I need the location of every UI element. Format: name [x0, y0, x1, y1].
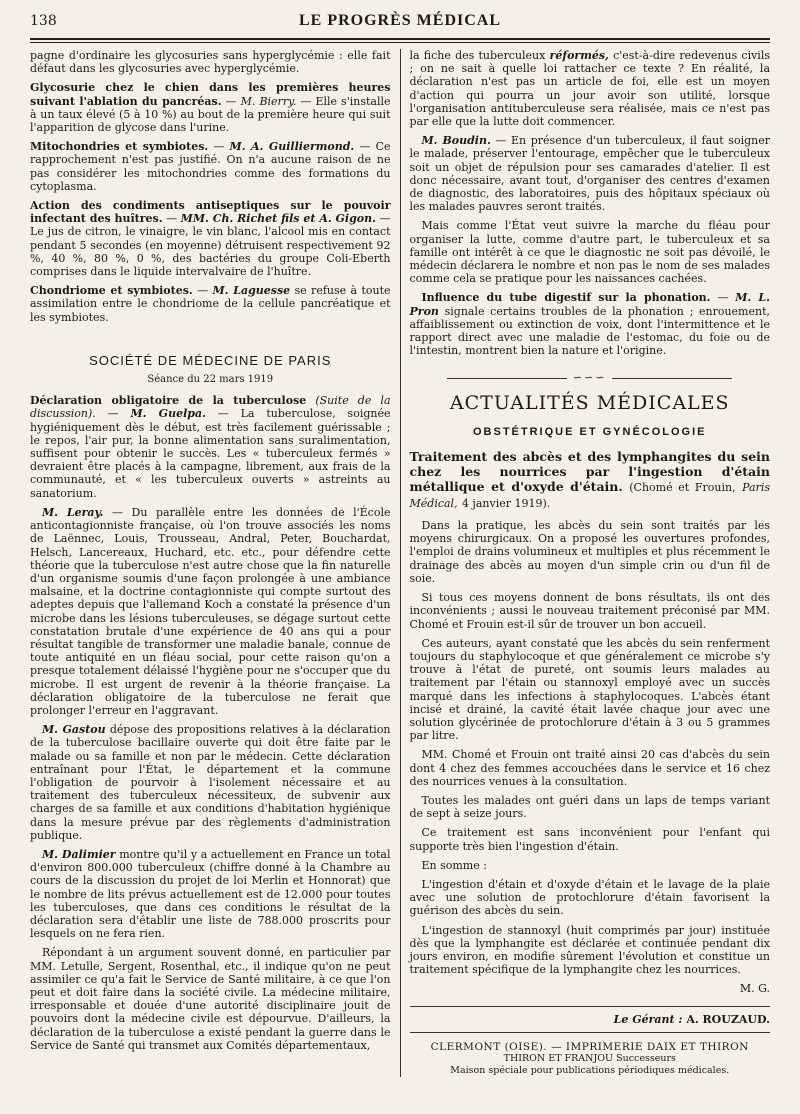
discussion-suite: (Suite de la discussion). [30, 394, 391, 421]
speaker-name: M. Gastou [42, 723, 106, 737]
article-paragraph: L'ingestion d'étain et d'oxyde d'étain et le lavage de la plaie avec une solution de protochlorure d'étain favorisent la guérison des abcès du sein. [409, 877, 770, 918]
article-paragraph: En somme : [421, 858, 487, 872]
emphasis-word: réformés, [549, 49, 609, 62]
flourish-ornament: ∽∽∽ [572, 371, 607, 385]
text-run: c'est-à-dire redevenus civils ; on ne sait à quelle loi rattacher ce texte ? En réalité, la déclaration n'est pas un article de foi, elle est un moyen d'action qui pourra un jour avoir son utilité, lorsque l'organisation antituberculeuse sera réalisée, mais ce n'est pas par elle que la lutte doit commencer. [409, 49, 770, 129]
article-signature: M. G. [739, 982, 770, 996]
speaker-text: dépose des propositions relatives à la déclaration de la tuberculose bacillaire ouverte qui doit être faite par le malade ou sa famille et non par le médecin. Cette déclaration entraînant pour l'État, le département et la commune l'obligation de pourvoir à l'isolement nécessaire et au traitement des tuberculeux nécessiteux, de subvenir aux charges de sa famille et aux conditions d'habitation hygiénique dans la mesure prévue par des règlements d'administration publique. [30, 723, 391, 842]
gerant-rule [410, 1006, 771, 1007]
entry-author: M. Bierry. [240, 94, 297, 108]
gastou-paragraph [30, 723, 391, 842]
speaker-text: En présence d'un tuberculeux, il faut soigner le malade, préserver l'entourage, empêcher que le tuberculeux soit un objet de répulsion pour ses camarades d'atelier. Il est donc nécessaire, avant tout, d'organiser des centres d'examen de diagnostic, des laboratoires, puis des hôpitaux spéciaux où les malades pauvres seront traités. [409, 134, 770, 214]
entry-title: Action des condiments antiseptiques sur le pouvoir infectant des huîtres. [30, 199, 391, 226]
divider-line [612, 378, 732, 379]
page-number: 138 [30, 13, 57, 29]
entry-text: se refuse à toute assimilation entre le chondriome de la cellule pancréatique et les symbiotes. [30, 284, 391, 324]
imprint-line: CLERMONT (OISE). — IMPRIMERIE DAIX ET THIRON [430, 1040, 749, 1053]
entry-title: Chondriome et symbiotes. [30, 284, 193, 298]
article-ref-journal: Paris Médical, [409, 481, 770, 511]
imprint-line: THIRON ET FRANJOU Successeurs [503, 1052, 676, 1064]
left-column [30, 49, 400, 1077]
entry-author: M. Laguesse [212, 284, 291, 298]
condiments-entry: Action des condiments antiseptiques sur le pouvoir infectant des huîtres. — MM. Ch. Richet fils et A. Gigon. — Le jus de citron, le vinaigre, le vin blanc, l'alcool mis en contact pendant 5 secondes (en moyenne) détruisent respectivement 92 %, 40 %, 80 %, 0 %, des bactéries du groupe Coli-Eberth comprises dans le liquide intervalvaire de l'huître. [30, 199, 391, 279]
pron-entry: Influence du tube digestif sur la phonation. — M. L. Pron signale certains troubles de la phonation ; enrouement, affaiblissement ou extinction de voix, dont l'intermittence et le rapport direct avec une maladie de l'estomac, du foie ou de l'intestin, montrent bien la nature et l'origine. [409, 291, 770, 358]
article-title [410, 449, 771, 511]
gerant-line [410, 1013, 771, 1026]
divider-line [447, 378, 567, 379]
entry-title: Influence du tube digestif sur la phonation. [421, 291, 711, 305]
entry-author: M. L. Pron [409, 291, 770, 318]
entry-title: Glycosurie chez le chien dans les premières heures suivant l'ablation du pancréas. [30, 81, 391, 108]
seance-date: Séance du 22 mars 1919 [147, 374, 274, 386]
article-paragraph: Ces auteurs, ayant constaté que les abcès du sein renferment toujours du staphylocoque et que généralement ce microbe s'y trouve à l'état de pureté, ont soumis leurs malades au traitement par l'étain ou stannoxyl employé avec un succès marqué dans les infections à staphylocoques. L'abcès étant incisé et drainé, la cavité était lavée chaque jour avec une solution glycérinée de protochlorure d'étain à 3 ou 5 grammes par litre. [409, 636, 770, 743]
continued-paragraph [410, 49, 771, 128]
gerant-label: Le Gérant : [613, 1012, 683, 1026]
entry-text: Ce rapprochement n'est pas justifié. On n'a aucune raison de ne pas considérer les mitochondries comme des formations du cytoplasma. [30, 140, 391, 193]
boudin-paragraph: M. Boudin. — En présence d'un tuberculeux, il faut soigner le malade, préserver l'entourage, empêcher que le tuberculeux soit un objet de répulsion pour ses camarades d'atelier. Il est donc nécessaire, avant tout, d'organiser des centres d'examen de diagnostic, des laboratoires, puis des hôpitaux spéciaux où les malades pauvres seront traités. [409, 134, 770, 214]
article-paragraph: Toutes les malades ont guéri dans un laps de temps variant de sept à seize jours. [409, 793, 770, 821]
entry-text: Elle s'installe à un taux élevé (5 à 10 %) au bout de la première heure qui suit l'apparition de glycose dans l'urine. [30, 94, 391, 135]
subsection-heading: OBSTÉTRIQUE ET GYNÉCOLOGIE [472, 425, 707, 438]
mitochondries-entry: Mitochondries et symbiotes. — M. A. Guilliermond. — Ce rapprochement n'est pas justifié. On n'a aucune raison de ne pas considérer les mitochondries comme des formations du cytoplasma. [30, 140, 391, 193]
speaker-name: M. Boudin. [421, 134, 491, 148]
declaration-heading: Déclaration obligatoire de la tuberculose (Suite de la discussion). — M. Guelpa. — La tuberculose, soignée hygiéniquement dès le début, est très facilement guérissable ; le repos, l'air pur, la bonne alimentation sans suralimentation, suffisent pour obtenir le succès. Les « tuberculeux fermés » devraient être placés à la campagne, librement, aux frais de la communauté, et « les tuberculeux ouverts » astreints au sanatorium. [30, 394, 391, 500]
article-ref-authors: (Chomé et Frouin, [629, 481, 736, 495]
entry-text: signale certains troubles de la phonation ; enrouement, affaiblissement ou extinction de voix, dont l'intermittence et le rapport direct avec une maladie de l'estomac, du foie ou de l'intestin, montrent bien la nature et l'origine. [409, 304, 770, 358]
speaker-text: Du parallèle entre les données de l'École anticontagionniste française, où l'on trouve associés les noms de Laënnec, Louis, Trousseau, Andral, Peter, Bouchardat, Helsch, Lancereaux, Huchard, etc. etc., pour défendre cette théorie que la tuberculose n'est autre chose que la fin naturelle d'un organisme soumis d'une façon prolongée à une ambiance malsaine, et la doctrine contagionniste qui compte surtout des adeptes depuis que l'allemand Koch a constaté la présence d'un microbe dans les lésions tuberculeuses, se dégage surtout cette constatation brutale d'une expérience de 40 ans qui a pour résultat tangible de transformer une maladie banale, connue de toute antiquité en un fléau social, pour cette raison qu'on a presque totalement délaissé l'hygiène pour ne s'occuper que du microbe. Il est urgent de revenir à la théorie française. La déclaration obligatoire de la tuberculose ne ferait que prolonger l'erreur en l'aggravant. [30, 505, 391, 717]
chondriome-entry: Chondriome et symbiotes. — M. Laguesse se refuse à toute assimilation entre le chondriome de la cellule pancréatique et les symbiotes. [30, 284, 391, 324]
leray-paragraph: M. Leray. — Du parallèle entre les données de l'École anticontagionniste française, où l'on trouve associés les noms de Laënnec, Louis, Trousseau, Andral, Peter, Bouchardat, Helsch, Lancereaux, Huchard, etc. etc., pour défendre cette théorie que la tuberculose n'est autre chose que la fin naturelle d'un organisme soumis d'une façon prolongée à une ambiance malsaine, et la doctrine contagionniste qui compte surtout des adeptes depuis que l'allemand Koch a constaté la présence d'un microbe dans les lésions tuberculeuses, se dégage surtout cette constatation brutale d'une expérience de 40 ans qui a pour résultat tangible de transformer une maladie banale, connue de toute antiquité en un fléau social, pour cette raison qu'on a presque totalement délaissé l'hygiène pour ne s'occuper que du microbe. Il est urgent de revenir à la théorie française. La déclaration obligatoire de la tuberculose ne ferait que prolonger l'erreur en l'aggravant. [30, 505, 391, 717]
section-heading-actualites: ACTUALITÉS MÉDICALES [449, 391, 730, 414]
speaker-text: montre qu'il y a actuellement en France un total d'environ 800.000 tuberculeux (chiffre donné à la Chambre au cours de la discussion du projet de loi Merlin et Honnorat) que le nombre de lits prévus actuellement est de 12.000 pour toutes les tuberculoses, que dans ces conditions le résultat de la déclaration sera d'établir une liste de 788.000 proscrits pour lesquels on ne fera rien. [30, 847, 391, 941]
article-title-text: Traitement des abcès et des lymphangites du sein chez les nourrices par l'ingestion d'étain métallique et d'oxyde d'étain. [409, 449, 770, 495]
text-run: la fiche des tuberculeux [409, 49, 546, 62]
article-paragraph: Ce traitement est sans inconvénient pour l'enfant qui supporte très bien l'ingestion d'étain. [409, 826, 770, 853]
article-paragraph: L'ingestion de stannoxyl (huit comprimés par jour) instituée dès que la lymphangite est déclarée et continuée pendant dix jours environ, en modifie sûrement l'évolution et constitue un traitement spécifique de la lymphangite chez les nourrices. [409, 923, 770, 977]
continued-paragraph: pagne d'ordinaire les glycosuries sans hyperglycémie : elle fait défaut dans les glycosuries avec hyperglycémie. [30, 49, 391, 76]
article-ref-date: 4 janvier 1919). [461, 497, 551, 511]
speaker-name: M. Dalimier [42, 847, 116, 861]
header-rule [30, 38, 770, 43]
gerant-name: A. ROUZAUD. [686, 1012, 770, 1026]
article-paragraph: Si tous ces moyens donnent de bons résultats, ils ont des inconvénients ; aussi le nouveau traitement préconisé par MM. Chomé et Frouin est-il sûr de trouver un bon accueil. [409, 591, 770, 631]
dalimier-paragraph [30, 848, 391, 940]
two-column-body [30, 49, 770, 1077]
entry-author: MM. Ch. Richet fils et A. Gigon. [180, 212, 376, 226]
entry-title: Mitochondries et symbiotes. [30, 140, 209, 154]
right-column [400, 49, 771, 1077]
imprint-line: Maison spéciale pour publications périodiques médicales. [450, 1064, 730, 1076]
section-divider-flourish [410, 371, 771, 384]
speaker-name: M. Leray. [42, 505, 104, 519]
repondant-paragraph: Répondant à un argument souvent donné, en particulier par MM. Letulle, Sergent, Rosenthal, etc., il indique qu'on ne peut assimiler ce qu'a fait le Service de Santé militaire, à ce que l'on peut et doit faire dans la société civile. La médecine militaire, irresponsable et douée d'une autorité disciplinaire jouit de pouvoirs dont la médecine civile est dépourvue. D'ailleurs, la déclaration de la tuberculose a existé pendant la guerre dans le Service de Santé qui transmet aux Comités départementaux, [30, 946, 391, 1052]
discussion-title: Déclaration obligatoire de la tuberculose [30, 394, 307, 408]
speaker-name: M. Guelpa. [130, 407, 206, 421]
journal-title: LE PROGRÈS MÉDICAL [298, 12, 502, 29]
glycosurie-entry: Glycosurie chez le chien dans les premières heures suivant l'ablation du pancréas. — M. Bierry. — Elle s'installe à un taux élevé (5 à 10 %) au bout de la première heure qui suit l'apparition de glycose dans l'urine. [30, 81, 391, 135]
entry-author: M. A. Guilliermond. [229, 140, 355, 154]
page-header [30, 12, 770, 36]
article-paragraph: MM. Chomé et Frouin ont traité ainsi 20 cas d'abcès du sein dont 4 chez des femmes accouchées dans le service et 16 chez des nourrices venues à la consultation. [409, 748, 770, 788]
section-heading-societe: SOCIÉTÉ DE MÉDECINE DE PARIS [89, 352, 332, 368]
printer-imprint [410, 1032, 771, 1077]
mais-paragraph: Mais comme l'État veut suivre la marche du fléau pour organiser la lutte, comme d'autre part, le tuberculeux et sa famille ont intérêt à ce que le diagnostic ne soit pas dévoilé, le médecin déclarera le nombre et non pas le nom de ses malades comme cela se pratique pour les naissances cachées. [409, 219, 770, 286]
article-paragraph: Dans la pratique, les abcès du sein sont traités par les moyens chirurgicaux. On a proposé les ouvertures profondes, l'emploi de drains volumineux et multiples et plus récemment le drainage des abcès au moyen d'un simple crin ou d'un fil de soie. [409, 519, 770, 585]
speaker-text: La tuberculose, soignée hygiéniquement dès le début, est très facilement guérissable ; le repos, l'air pur, la bonne alimentation sans suralimentation, suffisent pour obtenir le succès. Les « tuberculeux fermés » devraient être placés à la campagne, librement, aux frais de la communauté, et « les tuberculeux ouverts » astreints au sanatorium. [30, 407, 391, 500]
entry-text: Le jus de citron, le vinaigre, le vin blanc, l'alcool mis en contact pendant 5 secondes (en moyenne) détruisent respectivement 92 %, 40 %, 80 %, 0 %, des bactéries du groupe Coli-Eberth comprises dans le liquide intervalvaire de l'huître. [30, 225, 391, 279]
